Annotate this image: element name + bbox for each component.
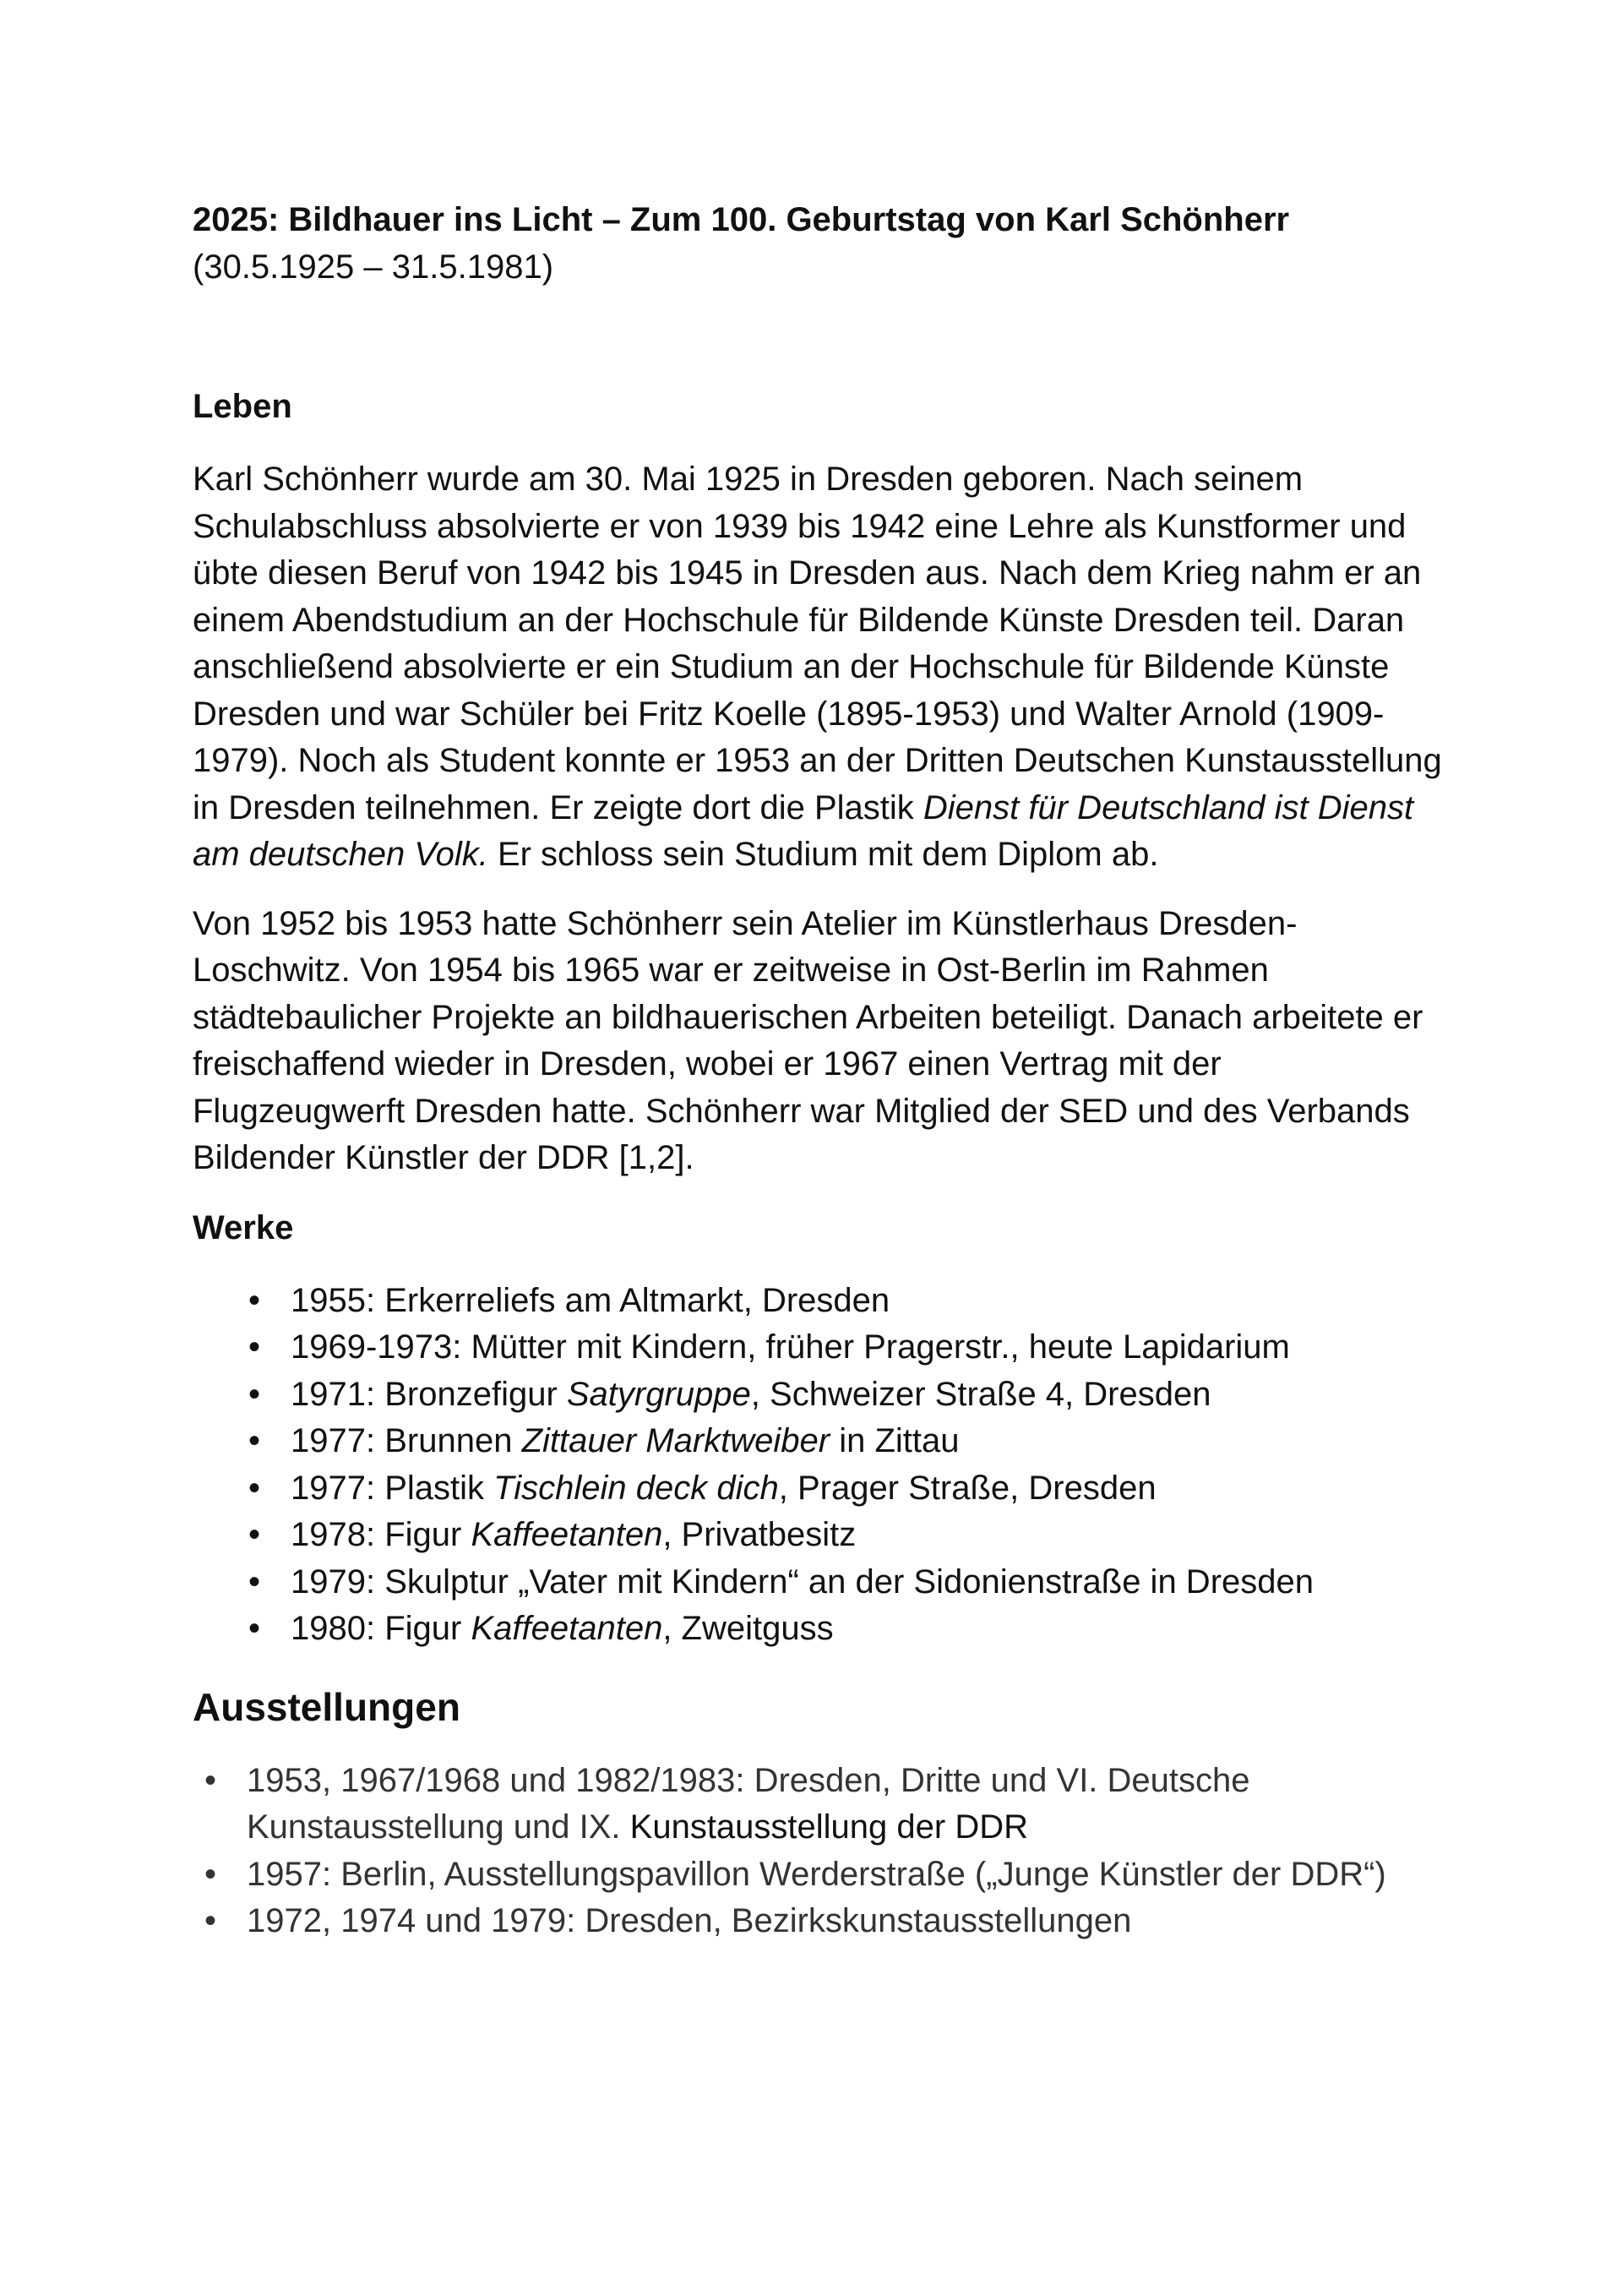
list-item: • 1969-1973: Mütter mit Kindern, früher Pragerstr., heute Lapidarium	[193, 1324, 1443, 1372]
list-item: • 1977: Plastik Tischlein deck dich, Prager Straße, Dresden	[193, 1465, 1443, 1513]
list-item: • 1955: Erkerreliefs am Altmarkt, Dresden	[193, 1278, 1443, 1325]
leben-paragraph-2: Von 1952 bis 1953 hatte Schönherr sein Atelier im Künstlerhaus Dresden-Loschwitz. Von 1954 bis 1965 war er zeitweise in Ost-Berlin im Rahmen städtebaulicher Projekte an bildhauerischen Arbeiten beteiligt. Danach arbeitete er freischaffend wieder in Dresden, wobei er 1967 einen Vertrag mit der Flugzeugwerft Dresden hatte. Schönherr war Mitglied der SED und des Verbands Bildender Künstler der DDR [1,2].	[193, 904, 1423, 1176]
heading-ausstellungen: Ausstellungen	[193, 1684, 460, 1729]
leben-p1-text-a: Karl Schönherr wurde am 30. Mai 1925 in Dresden geboren. Nach seinem Schulabschluss absolvierte er von 1939 bis 1942 eine Lehre als Kunstformer und übte diesen Beruf von 1942 bis 1945 in Dresden aus. Nach dem Krieg nahm er an einem Abendstudium an der Hochschule für Bildende Künste Dresden teil. Daran anschließend absolvierte er ein Studium an der Hochschule für Bildende Künste Dresden und war Schüler bei Fritz Koelle (1895-1953) und Walter Arnold (1909-1979). Noch als Student konnte er 1953 an der Dritten Deutschen Kunstausstellung in Dresden teilnehmen. Er zeigte dort die Plastik	[193, 461, 1442, 826]
works-list	[193, 1278, 1443, 1653]
leben-p1-work-title: Dienst für Deutschland ist Dienst am deutschen Volk.	[193, 788, 1414, 873]
list-item: • 1972, 1974 und 1979: Dresden, Bezirkskunstausstellungen	[193, 1898, 1443, 1945]
heading-werke: Werke	[193, 1208, 294, 1246]
leben-paragraph-1	[193, 456, 1443, 879]
list-item: • 1978: Figur Kaffeetanten, Privatbesitz	[193, 1512, 1443, 1559]
life-dates: (30.5.1925 – 31.5.1981)	[193, 248, 554, 286]
list-item: • 1971: Bronzefigur Satyrgruppe, Schweizer Straße 4, Dresden	[193, 1372, 1443, 1419]
list-item: • 1979: Skulptur „Vater mit Kindern“ an der Sidonienstraße in Dresden	[193, 1559, 1443, 1606]
list-item: • 1980: Figur Kaffeetanten, Zweitguss	[193, 1606, 1443, 1653]
document-title: 2025: Bildhauer ins Licht – Zum 100. Geburtstag von Karl Schönherr	[193, 201, 1290, 238]
list-item: • 1957: Berlin, Ausstellungspavillon Werderstraße („Junge Künstler der DDR“)	[193, 1852, 1443, 1899]
exhibitions-list	[193, 1758, 1443, 1945]
leben-p1-text-b: Er schloss sein Studium mit dem Diplom ab.	[487, 836, 1159, 873]
heading-leben: Leben	[193, 388, 292, 425]
list-item: • 1953, 1967/1968 und 1982/1983: Dresden, Dritte und VI. Deutsche Kunstausstellung und IX. Kunstausstellung der DDR	[193, 1758, 1443, 1852]
document-page	[193, 196, 1443, 1945]
list-item: • 1977: Brunnen Zittauer Marktweiber in Zittau	[193, 1418, 1443, 1465]
